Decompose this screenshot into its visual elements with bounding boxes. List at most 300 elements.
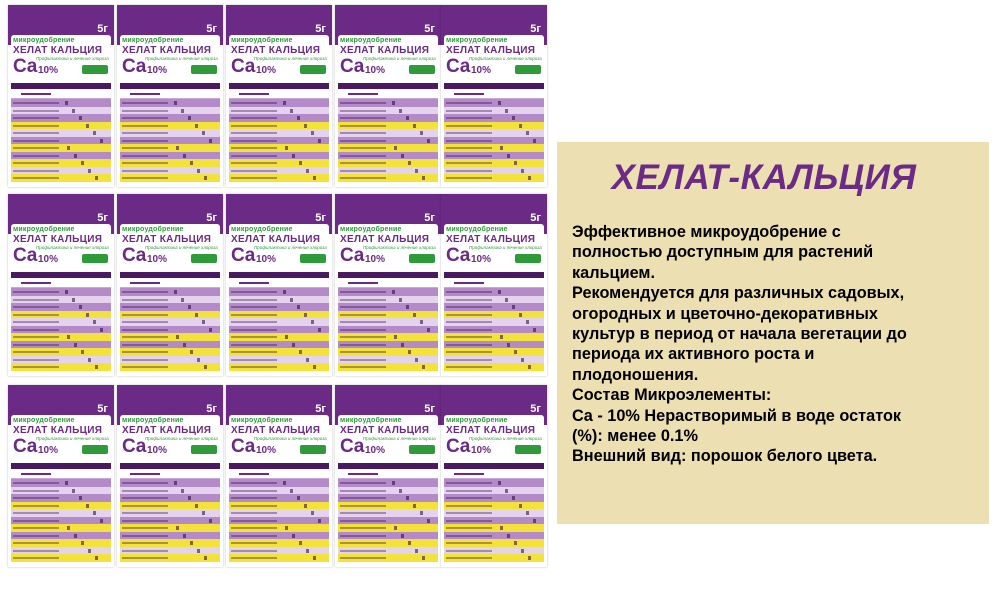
table-row bbox=[444, 174, 544, 182]
table-row-label bbox=[231, 132, 277, 134]
table-row-label bbox=[13, 344, 59, 346]
table-row-label bbox=[122, 550, 168, 552]
table-row-label bbox=[122, 351, 168, 353]
table-row-mark bbox=[408, 541, 411, 545]
packet-name: ХЕЛАТ КАЛЬЦИЯ bbox=[446, 234, 536, 245]
table-row-label bbox=[446, 102, 492, 104]
desc-line-7: периода их активного роста и bbox=[572, 345, 815, 364]
table-row-label bbox=[446, 321, 492, 323]
table-row-mark bbox=[507, 534, 510, 538]
table-row-label bbox=[446, 490, 492, 492]
table-row-mark bbox=[413, 313, 416, 317]
table-row-mark bbox=[521, 549, 524, 553]
table-row-mark bbox=[514, 350, 517, 354]
packet-tagline: Профилактика и лечение хлороза bbox=[145, 436, 218, 441]
table-row-label bbox=[122, 170, 168, 172]
table-row-mark bbox=[318, 139, 321, 143]
table-row-mark bbox=[176, 146, 179, 150]
packet-element: Ca bbox=[340, 245, 365, 266]
table-row-mark bbox=[93, 320, 96, 324]
table-row-mark bbox=[176, 526, 179, 530]
product-packet bbox=[441, 5, 547, 187]
table-row-mark bbox=[505, 298, 508, 302]
table-row-label bbox=[122, 512, 168, 514]
table-row-label bbox=[13, 132, 59, 134]
table-row-mark bbox=[533, 328, 536, 332]
brand-logo-icon bbox=[82, 445, 108, 454]
table-row bbox=[338, 554, 438, 562]
table-row-label bbox=[122, 344, 168, 346]
table-row-label bbox=[231, 155, 277, 157]
table-row-label bbox=[446, 482, 492, 484]
packet-subtitle: микроудобрение bbox=[231, 226, 293, 233]
table-row-mark bbox=[209, 328, 212, 332]
product-packet bbox=[441, 194, 547, 376]
table-row bbox=[338, 174, 438, 182]
table-row-mark bbox=[311, 511, 314, 515]
table-row-mark bbox=[72, 489, 75, 493]
brand-logo-icon bbox=[515, 65, 541, 74]
packet-tagline: Профилактика и лечение хлороза bbox=[363, 436, 436, 441]
table-row-label bbox=[340, 512, 386, 514]
table-row-mark bbox=[420, 511, 423, 515]
table-row-label bbox=[13, 177, 59, 179]
table-row-label bbox=[340, 321, 386, 323]
product-packet bbox=[8, 5, 114, 187]
packet-element: Ca bbox=[13, 56, 38, 77]
table-row-label bbox=[231, 505, 277, 507]
packet-name: ХЕЛАТ КАЛЬЦИЯ bbox=[231, 425, 321, 436]
table-row-label bbox=[122, 505, 168, 507]
table-row-label bbox=[13, 110, 59, 112]
packet-percent: 10% bbox=[256, 65, 277, 76]
packet-name: ХЕЛАТ КАЛЬЦИЯ bbox=[231, 45, 321, 56]
table-row-mark bbox=[297, 116, 300, 120]
table-row bbox=[120, 554, 220, 562]
symptom-table bbox=[120, 280, 220, 370]
table-row-mark bbox=[65, 290, 68, 294]
packet-band bbox=[120, 272, 220, 278]
table-row-label bbox=[231, 490, 277, 492]
table-row-label bbox=[13, 162, 59, 164]
symptom-table-header bbox=[11, 471, 111, 478]
header-label bbox=[239, 282, 269, 284]
desc-line-4: Рекомендуется для различных садовых, bbox=[572, 284, 905, 303]
brand-logo-icon bbox=[409, 445, 435, 454]
packet-percent: 10% bbox=[365, 445, 386, 456]
table-row-label bbox=[122, 147, 168, 149]
packet-element: Ca bbox=[446, 56, 471, 77]
symptom-table bbox=[229, 471, 329, 561]
packet-weight: 5г bbox=[424, 212, 435, 224]
table-row-mark bbox=[297, 496, 300, 500]
table-row-label bbox=[340, 366, 386, 368]
packet-name: ХЕЛАТ КАЛЬЦИЯ bbox=[13, 234, 103, 245]
packet-subtitle: микроудобрение bbox=[13, 226, 75, 233]
symptom-table-header bbox=[444, 91, 544, 98]
table-row-mark bbox=[415, 169, 418, 173]
table-row-mark bbox=[88, 358, 91, 362]
table-row-label bbox=[340, 117, 386, 119]
table-row-mark bbox=[74, 343, 77, 347]
table-row-label bbox=[122, 117, 168, 119]
packet-percent: 10% bbox=[38, 254, 59, 265]
symptom-table bbox=[11, 471, 111, 561]
table-row-mark bbox=[67, 146, 70, 150]
table-row-mark bbox=[79, 116, 82, 120]
table-row bbox=[11, 554, 111, 562]
table-row-label bbox=[13, 299, 59, 301]
header-label bbox=[239, 473, 269, 475]
table-row-mark bbox=[204, 365, 207, 369]
table-row-mark bbox=[533, 139, 536, 143]
table-row-label bbox=[340, 147, 386, 149]
table-row-label bbox=[122, 132, 168, 134]
table-row-label bbox=[231, 110, 277, 112]
table-row-label bbox=[231, 177, 277, 179]
packet-subtitle: микроудобрение bbox=[340, 417, 402, 424]
packet-name: ХЕЛАТ КАЛЬЦИЯ bbox=[340, 425, 430, 436]
header-label bbox=[130, 93, 160, 95]
table-row-mark bbox=[526, 131, 529, 135]
table-row-mark bbox=[500, 335, 503, 339]
product-packet bbox=[8, 194, 114, 376]
table-row-label bbox=[446, 314, 492, 316]
product-packet bbox=[226, 5, 332, 187]
table-row-label bbox=[340, 170, 386, 172]
table-row-label bbox=[13, 527, 59, 529]
packet-percent: 10% bbox=[147, 445, 168, 456]
table-row-mark bbox=[72, 109, 75, 113]
table-row-mark bbox=[313, 176, 316, 180]
table-row-label bbox=[13, 482, 59, 484]
packet-percent: 10% bbox=[38, 445, 59, 456]
table-row-label bbox=[122, 140, 168, 142]
packet-band bbox=[338, 272, 438, 278]
table-row-label bbox=[231, 170, 277, 172]
table-row-mark bbox=[507, 343, 510, 347]
packet-weight: 5г bbox=[206, 403, 217, 415]
table-row-mark bbox=[79, 496, 82, 500]
table-row-mark bbox=[512, 496, 515, 500]
packet-tagline: Профилактика и лечение хлороза bbox=[254, 245, 327, 250]
packet-weight: 5г bbox=[315, 212, 326, 224]
desc-line-9: Состав Микроэлементы: bbox=[572, 386, 772, 405]
table-row-mark bbox=[420, 320, 423, 324]
header-label bbox=[239, 93, 269, 95]
table-row-label bbox=[13, 170, 59, 172]
table-row-mark bbox=[505, 489, 508, 493]
product-packet bbox=[226, 385, 332, 567]
table-row-label bbox=[446, 147, 492, 149]
table-row-mark bbox=[74, 534, 77, 538]
table-row-mark bbox=[299, 541, 302, 545]
table-row-label bbox=[122, 102, 168, 104]
product-packet bbox=[8, 385, 114, 567]
table-row-label bbox=[231, 351, 277, 353]
table-row-mark bbox=[176, 335, 179, 339]
table-row-mark bbox=[528, 556, 531, 560]
table-row-label bbox=[340, 306, 386, 308]
packet-band bbox=[11, 83, 111, 89]
packet-band bbox=[229, 463, 329, 469]
table-row-mark bbox=[401, 343, 404, 347]
packet-tagline: Профилактика и лечение хлороза bbox=[363, 245, 436, 250]
product-packet bbox=[335, 385, 441, 567]
table-row-mark bbox=[512, 305, 515, 309]
packet-name: ХЕЛАТ КАЛЬЦИЯ bbox=[122, 234, 212, 245]
packet-weight: 5г bbox=[206, 23, 217, 35]
packet-name: ХЕЛАТ КАЛЬЦИЯ bbox=[446, 425, 536, 436]
desc-line-10: Ca - 10% Нерастворимый в воде остаток bbox=[572, 406, 902, 425]
table-row-label bbox=[231, 147, 277, 149]
table-row-label bbox=[340, 155, 386, 157]
table-row-mark bbox=[498, 101, 501, 105]
table-row-mark bbox=[528, 176, 531, 180]
table-row-label bbox=[446, 366, 492, 368]
table-row-mark bbox=[93, 511, 96, 515]
table-row-mark bbox=[283, 481, 286, 485]
brand-logo-icon bbox=[191, 65, 217, 74]
packet-element: Ca bbox=[231, 245, 256, 266]
table-row-mark bbox=[406, 116, 409, 120]
table-row-label bbox=[231, 527, 277, 529]
table-row-mark bbox=[290, 298, 293, 302]
table-row-mark bbox=[415, 358, 418, 362]
table-row-mark bbox=[521, 169, 524, 173]
table-row-mark bbox=[519, 313, 522, 317]
header-label bbox=[348, 93, 378, 95]
packet-percent: 10% bbox=[256, 445, 277, 456]
table-row-label bbox=[231, 512, 277, 514]
table-row-mark bbox=[406, 496, 409, 500]
table-row-mark bbox=[100, 519, 103, 523]
table-row-label bbox=[446, 155, 492, 157]
symptom-table-header bbox=[338, 91, 438, 98]
packet-weight: 5г bbox=[530, 403, 541, 415]
table-row-mark bbox=[100, 139, 103, 143]
table-row-label bbox=[122, 314, 168, 316]
table-row-label bbox=[340, 299, 386, 301]
header-label bbox=[21, 282, 51, 284]
table-row-label bbox=[13, 321, 59, 323]
table-row-label bbox=[13, 512, 59, 514]
packet-subtitle: микроудобрение bbox=[122, 37, 184, 44]
packet-tagline: Профилактика и лечение хлороза bbox=[363, 56, 436, 61]
packet-element: Ca bbox=[13, 245, 38, 266]
packet-name: ХЕЛАТ КАЛЬЦИЯ bbox=[13, 425, 103, 436]
table-row-mark bbox=[533, 519, 536, 523]
packet-percent: 10% bbox=[365, 254, 386, 265]
packet-element: Ca bbox=[340, 56, 365, 77]
table-row-mark bbox=[181, 109, 184, 113]
packet-name: ХЕЛАТ КАЛЬЦИЯ bbox=[446, 45, 536, 56]
packet-band bbox=[444, 463, 544, 469]
table-row-label bbox=[446, 351, 492, 353]
table-row-mark bbox=[65, 481, 68, 485]
table-row-mark bbox=[399, 489, 402, 493]
packet-tagline: Профилактика и лечение хлороза bbox=[254, 436, 327, 441]
table-row-mark bbox=[406, 305, 409, 309]
table-row-label bbox=[122, 162, 168, 164]
table-row-label bbox=[340, 132, 386, 134]
table-row-mark bbox=[505, 109, 508, 113]
table-row bbox=[229, 363, 329, 371]
table-row-mark bbox=[290, 489, 293, 493]
table-row-label bbox=[13, 505, 59, 507]
product-packet bbox=[441, 385, 547, 567]
table-row-label bbox=[446, 132, 492, 134]
table-row bbox=[338, 363, 438, 371]
packet-weight: 5г bbox=[530, 212, 541, 224]
desc-line-1: Эффективное микроудобрение с bbox=[572, 223, 841, 241]
packet-band bbox=[338, 83, 438, 89]
table-row-label bbox=[446, 557, 492, 559]
table-row-label bbox=[13, 366, 59, 368]
table-row-label bbox=[340, 291, 386, 293]
packet-weight: 5г bbox=[530, 23, 541, 35]
table-row-label bbox=[340, 110, 386, 112]
table-row-label bbox=[446, 520, 492, 522]
table-row-label bbox=[446, 505, 492, 507]
table-row-mark bbox=[299, 161, 302, 165]
table-row-label bbox=[340, 140, 386, 142]
packet-percent: 10% bbox=[256, 254, 277, 265]
table-row-mark bbox=[209, 139, 212, 143]
product-packet bbox=[335, 194, 441, 376]
header-label bbox=[454, 473, 484, 475]
brand-logo-icon bbox=[409, 254, 435, 263]
table-row-label bbox=[122, 291, 168, 293]
symptom-table bbox=[229, 91, 329, 181]
table-row-mark bbox=[285, 146, 288, 150]
table-row-label bbox=[122, 542, 168, 544]
symptom-table-header bbox=[11, 91, 111, 98]
table-row-label bbox=[446, 170, 492, 172]
table-row-label bbox=[13, 140, 59, 142]
table-row-mark bbox=[88, 169, 91, 173]
table-row-label bbox=[13, 102, 59, 104]
table-row bbox=[444, 363, 544, 371]
table-row-mark bbox=[399, 298, 402, 302]
table-row-label bbox=[340, 535, 386, 537]
header-label bbox=[454, 282, 484, 284]
table-row bbox=[11, 174, 111, 182]
packet-band bbox=[120, 463, 220, 469]
symptom-table bbox=[11, 91, 111, 181]
symptom-table-header bbox=[229, 471, 329, 478]
table-row-label bbox=[446, 542, 492, 544]
table-row-mark bbox=[88, 549, 91, 553]
table-row-label bbox=[340, 359, 386, 361]
packet-weight: 5г bbox=[315, 23, 326, 35]
table-row-mark bbox=[204, 176, 207, 180]
table-row-mark bbox=[188, 116, 191, 120]
table-row-mark bbox=[313, 365, 316, 369]
table-row-label bbox=[446, 535, 492, 537]
table-row-mark bbox=[299, 350, 302, 354]
table-row-label bbox=[446, 117, 492, 119]
table-row-label bbox=[340, 557, 386, 559]
table-row-label bbox=[446, 177, 492, 179]
table-row-mark bbox=[81, 350, 84, 354]
symptom-table bbox=[444, 91, 544, 181]
brand-logo-icon bbox=[515, 254, 541, 263]
table-row-mark bbox=[422, 556, 425, 560]
table-row-label bbox=[122, 482, 168, 484]
table-row-label bbox=[122, 155, 168, 157]
table-row bbox=[229, 554, 329, 562]
symptom-table-header bbox=[338, 280, 438, 287]
packet-tagline: Профилактика и лечение хлороза bbox=[145, 245, 218, 250]
table-row-label bbox=[340, 505, 386, 507]
header-label bbox=[21, 93, 51, 95]
table-row-mark bbox=[190, 161, 193, 165]
table-row-label bbox=[122, 535, 168, 537]
brand-logo-icon bbox=[300, 65, 326, 74]
packet-name: ХЕЛАТ КАЛЬЦИЯ bbox=[122, 425, 212, 436]
table-row-label bbox=[446, 140, 492, 142]
table-row-label bbox=[122, 125, 168, 127]
brand-logo-icon bbox=[82, 254, 108, 263]
product-packet bbox=[117, 5, 223, 187]
packet-subtitle: микроудобрение bbox=[340, 37, 402, 44]
table-row-label bbox=[446, 497, 492, 499]
brand-logo-icon bbox=[300, 254, 326, 263]
table-row-mark bbox=[95, 365, 98, 369]
table-row-mark bbox=[290, 109, 293, 113]
packet-subtitle: микроудобрение bbox=[340, 226, 402, 233]
table-row-label bbox=[231, 299, 277, 301]
table-row-mark bbox=[318, 328, 321, 332]
table-row-mark bbox=[512, 116, 515, 120]
table-row-label bbox=[122, 490, 168, 492]
packet-element: Ca bbox=[446, 245, 471, 266]
table-row-mark bbox=[81, 541, 84, 545]
table-row-mark bbox=[174, 481, 177, 485]
packet-band bbox=[444, 83, 544, 89]
packet-element: Ca bbox=[122, 245, 147, 266]
packet-tagline: Профилактика и лечение хлороза bbox=[145, 56, 218, 61]
table-row-mark bbox=[399, 109, 402, 113]
brand-logo-icon bbox=[409, 65, 435, 74]
desc-line-8: плодоношения. bbox=[572, 365, 699, 384]
table-row-mark bbox=[514, 541, 517, 545]
table-row-mark bbox=[408, 161, 411, 165]
table-row-label bbox=[446, 359, 492, 361]
symptom-table bbox=[444, 280, 544, 370]
symptom-table-header bbox=[229, 91, 329, 98]
symptom-table-header bbox=[11, 280, 111, 287]
table-row-mark bbox=[81, 161, 84, 165]
table-row-mark bbox=[86, 124, 89, 128]
packet-tagline: Профилактика и лечение хлороза bbox=[254, 56, 327, 61]
packet-subtitle: микроудобрение bbox=[122, 226, 184, 233]
table-row-mark bbox=[86, 504, 89, 508]
table-row-label bbox=[13, 542, 59, 544]
table-row-mark bbox=[401, 154, 404, 158]
packet-weight: 5г bbox=[97, 23, 108, 35]
packet-weight: 5г bbox=[315, 403, 326, 415]
table-row-mark bbox=[413, 504, 416, 508]
table-row-label bbox=[231, 336, 277, 338]
table-row-mark bbox=[304, 313, 307, 317]
table-row-label bbox=[122, 527, 168, 529]
table-row-label bbox=[231, 102, 277, 104]
table-row-label bbox=[13, 306, 59, 308]
table-row-mark bbox=[202, 320, 205, 324]
table-row-label bbox=[446, 162, 492, 164]
